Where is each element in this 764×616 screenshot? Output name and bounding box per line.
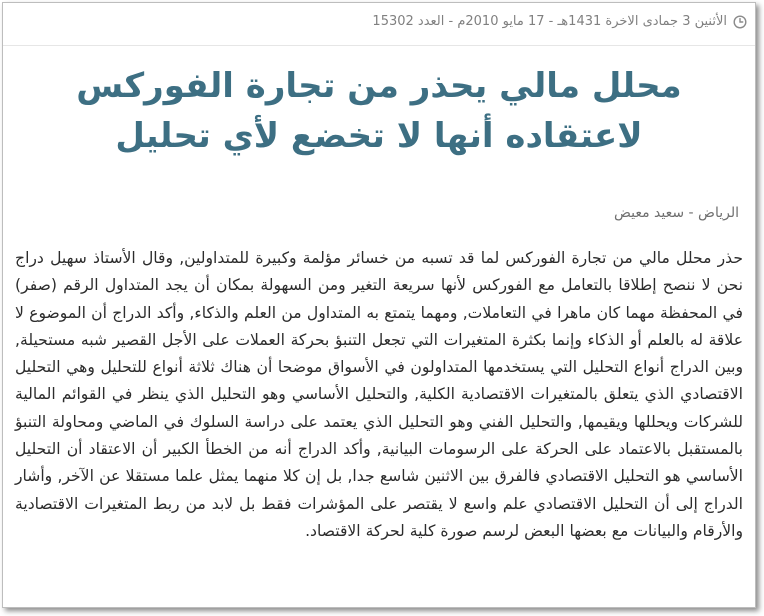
publication-date: الأثنين 3 جمادى الاخرة 1431هـ - 17 مايو 2010م - العدد 15302 — [372, 14, 727, 29]
article-meta-bar — [3, 3, 755, 46]
article-title: محلل مالي يحذر من تجارة الفوركس لاعتقاده أنها لا تخضع لأي تحليل — [76, 66, 682, 156]
article-byline: الرياض - سعيد معيض — [613, 205, 739, 221]
article-body: حذر محلل مالي من تجارة الفوركس لما قد تسبه من خسائر مؤلمة وكبيرة للمتداولين, وقال الأستاذ سهيل دراج نحن لا ننصح إطلاقا بالتعامل مع الفوركس لأنها سريعة التغير ومن السهولة بمكان أن يجد المتداول الرقم (صفر) في المحفظة مهما كان ماهرا في التعاملات, ومهما يتمتع به المتداول من العلم والذكاء, وأكد الدراج أن الموضوع لا علاقة له بالعلم أو الذكاء وإنما بكثرة المتغيرات التي تجعل التنبؤ بحركة العملات على الأجل القصير شبه مستحيلة, وبين الدراج أنواع التحليل التي يستخدمها المتداولون في الأسواق موضحا أن هناك ثلاثة أنواع للتحليل وهي التحليل الاقتصادي الذي يتعلق بالمتغيرات الاقتصادية الكلية, والتحليل الأساسي وهو التحليل الذي ينظر في القوائم المالية للشركات ويحللها ويقيمها, والتحليل الفني وهو التحليل الذي يعتمد على دراسة السلوك في الماضي ومحاولة التنبؤ بالمستقبل بالاعتماد على الحركة على الرسومات البيانية, وأكد الدراج أنه من الخطأ الكبير أن الاعتقاد أن التحليل الأساسي هو التحليل الاقتصادي فالفرق بين الاثنين شاسع جدا, بل إن كلا منهما يمثل علما مستقلا عن الآخر, وأشار الدراج إلى أن التحليل الاقتصادي علم واسع لا يقتصر على المؤشرات فقط بل لابد من ربط المتغيرات الاقتصادية والأرقام والبيانات مع بعضها البعض لرسم صورة كلية لحركة الاقتصاد. — [15, 249, 743, 540]
clock-icon — [733, 15, 747, 29]
article-panel — [2, 2, 756, 608]
date-line — [372, 14, 747, 29]
